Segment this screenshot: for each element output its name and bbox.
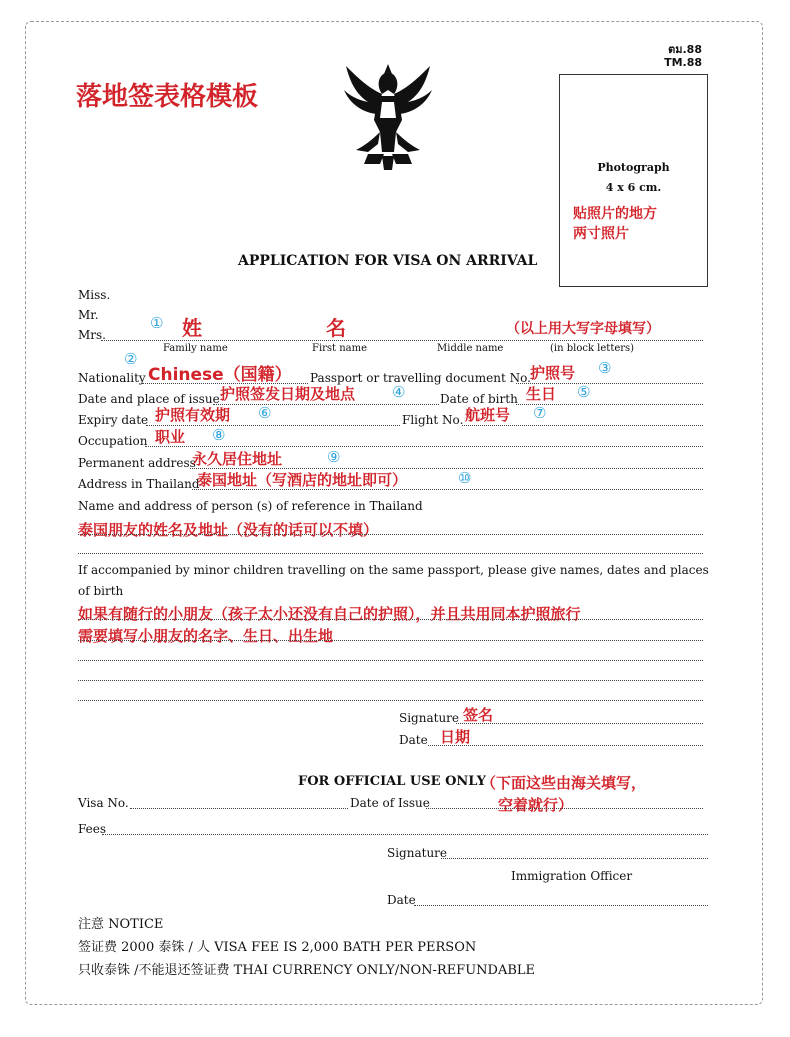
issue-value: 护照签发日期及地点 bbox=[220, 385, 356, 403]
surname-cn: 姓 bbox=[182, 316, 202, 340]
caps-note: （以上用大写字母填写） bbox=[506, 321, 660, 337]
children-field-line-5[interactable] bbox=[78, 700, 703, 701]
expiry-label: Expiry date bbox=[78, 413, 149, 427]
nationality-number: ② bbox=[124, 350, 138, 368]
officer-date-field[interactable] bbox=[414, 905, 708, 906]
children-field-line-4[interactable] bbox=[78, 680, 703, 681]
official-note-2: 空着就行） bbox=[498, 796, 574, 814]
middle-name-caption: Middle name bbox=[437, 343, 504, 354]
flight-number: ⑦ bbox=[533, 404, 547, 422]
fees-field[interactable] bbox=[102, 834, 708, 835]
officer-signature-field[interactable] bbox=[441, 858, 708, 859]
dob-number: ⑤ bbox=[577, 383, 591, 401]
date-label: Date bbox=[399, 733, 428, 747]
first-name-caption: First name bbox=[312, 343, 368, 354]
children-field-line-2[interactable] bbox=[78, 640, 703, 641]
officer-signature-label: Signature bbox=[387, 846, 448, 860]
passport-value: 护照号 bbox=[530, 364, 576, 382]
reference-note: 泰国朋友的姓名及地址（没有的话可以不填） bbox=[78, 521, 379, 539]
thailand-address-number: ⑩ bbox=[458, 469, 472, 487]
issue-number: ④ bbox=[392, 383, 406, 401]
visa-no-field[interactable] bbox=[130, 808, 348, 809]
children-note-1: 如果有随行的小朋友（孩子太小还没有自己的护照），并且共用同本护照旅行 bbox=[78, 605, 581, 623]
name-number: ① bbox=[150, 314, 164, 332]
officer-title: Immigration Officer bbox=[511, 869, 633, 883]
children-field-line-3[interactable] bbox=[78, 660, 703, 661]
official-heading: FOR OFFICIAL USE ONLY bbox=[298, 774, 486, 789]
title-mr: Mr. bbox=[78, 308, 99, 322]
children-field-line-1[interactable] bbox=[78, 619, 703, 620]
expiry-value: 护照有效期 bbox=[155, 406, 231, 424]
family-name-caption: Family name bbox=[163, 343, 228, 354]
issue-field[interactable] bbox=[213, 404, 439, 405]
permanent-address-label: Permanent address bbox=[78, 456, 196, 470]
notice-fee: 签证费 2000 泰铢 / 人 VISA FEE IS 2,000 BATH PER PERSON bbox=[78, 940, 477, 955]
dob-value: 生日 bbox=[526, 385, 557, 403]
signature-field[interactable] bbox=[456, 723, 703, 724]
passport-number: ③ bbox=[598, 359, 612, 377]
date-note: 日期 bbox=[440, 728, 471, 746]
nationality-value: Chinese（国籍） bbox=[148, 365, 292, 385]
form-code-thai: ตม.88 bbox=[668, 43, 702, 56]
notice-currency: 只收泰铢 /不能退还签证费 THAI CURRENCY ONLY/NON-REFUNDABLE bbox=[78, 963, 536, 978]
flight-value: 航班号 bbox=[465, 406, 511, 424]
fees-label: Fees bbox=[78, 822, 107, 836]
flight-label: Flight No. bbox=[402, 413, 464, 427]
passport-label: Passport or travelling document No. bbox=[310, 371, 531, 385]
signature-label: Signature bbox=[399, 711, 460, 725]
garuda-emblem-icon bbox=[338, 60, 438, 172]
occupation-number: ⑧ bbox=[212, 426, 226, 444]
flight-field[interactable] bbox=[462, 425, 703, 426]
photo-label: Photograph bbox=[597, 161, 670, 174]
signature-note: 签名 bbox=[463, 706, 494, 724]
reference-field-line-2[interactable] bbox=[78, 553, 703, 554]
photo-note-2: 两寸照片 bbox=[573, 226, 629, 242]
visa-no-label: Visa No. bbox=[78, 796, 129, 810]
officer-date-label: Date bbox=[387, 893, 416, 907]
thailand-address-label: Address in Thailand bbox=[78, 477, 200, 491]
photo-box bbox=[559, 74, 708, 287]
thailand-address-value: 泰国地址（写酒店的地址即可） bbox=[197, 471, 408, 489]
date-of-issue-field[interactable] bbox=[426, 808, 703, 809]
template-title: 落地签表格模板 bbox=[76, 82, 259, 112]
nationality-label: Nationality bbox=[78, 371, 146, 385]
children-text-1: If accompanied by minor children travelling on the same passport, please give names, dates and places bbox=[78, 563, 709, 577]
date-of-issue-label: Date of Issue bbox=[350, 796, 430, 810]
title-miss: Miss. bbox=[78, 288, 111, 302]
occupation-label: Occupation bbox=[78, 434, 148, 448]
form-code: TM.88 bbox=[664, 56, 702, 69]
reference-label: Name and address of person (s) of reference in Thailand bbox=[78, 499, 423, 513]
official-note-1: （下面这些由海关填写， bbox=[481, 774, 647, 792]
permanent-address-value: 永久居住地址 bbox=[192, 450, 283, 468]
given-name-cn: 名 bbox=[326, 316, 346, 340]
issue-label: Date and place of issue bbox=[78, 392, 220, 406]
photo-note-1: 贴照片的地方 bbox=[573, 206, 657, 222]
permanent-address-number: ⑨ bbox=[327, 448, 341, 466]
expiry-number: ⑥ bbox=[258, 404, 272, 422]
notice-heading: 注意 NOTICE bbox=[78, 917, 164, 932]
occupation-field[interactable] bbox=[145, 446, 703, 447]
form-title: APPLICATION FOR VISA ON ARRIVAL bbox=[238, 253, 538, 269]
children-note-2: 需要填写小朋友的名字、生日、出生地 bbox=[78, 627, 334, 645]
title-mrs: Mrs. bbox=[78, 328, 106, 342]
block-letters-caption: (in block letters) bbox=[550, 343, 635, 354]
children-text-2: of birth bbox=[78, 584, 124, 598]
dob-label: Date of birth bbox=[440, 392, 518, 406]
photo-size: 4 x 6 cm. bbox=[605, 181, 662, 194]
occupation-value: 职业 bbox=[155, 428, 186, 446]
reference-field-line-1[interactable] bbox=[78, 534, 703, 535]
